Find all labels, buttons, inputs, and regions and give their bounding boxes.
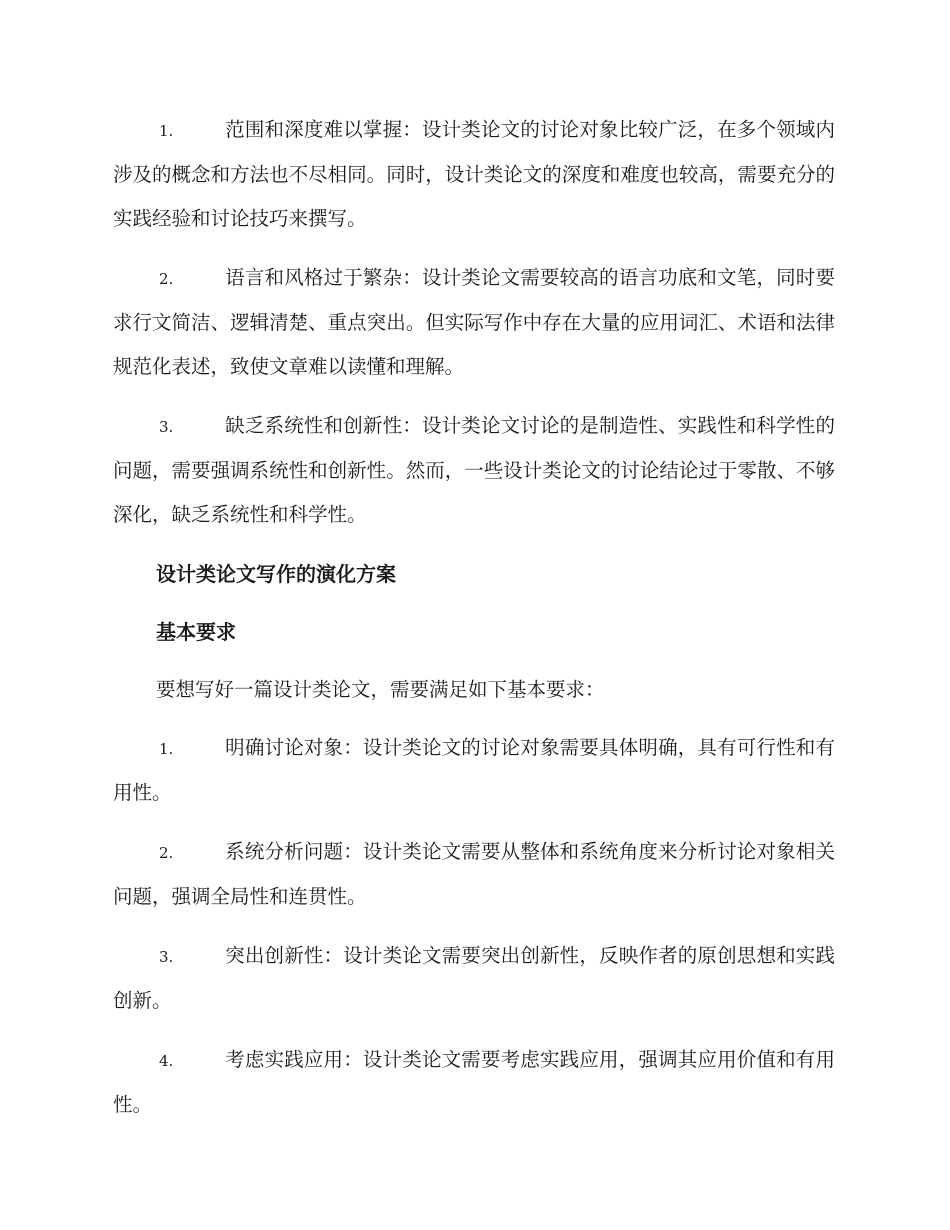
list-text: 缺乏系统性和创新性：设计类论文讨论的是制造性、实践性和科学性的问题，需要强调系统性和创新性。然而，一些设计类论文的讨论结论过于零散、不够深化，缺乏系统性和科学性。 xyxy=(113,414,835,526)
list-item xyxy=(113,726,835,815)
list-number: 3. xyxy=(159,418,174,436)
list-number: 3. xyxy=(159,948,174,966)
list-number: 1. xyxy=(159,740,174,758)
list-item xyxy=(113,108,835,241)
list-number: 4. xyxy=(159,1052,174,1070)
list-text: 系统分析问题：设计类论文需要从整体和系统角度来分析讨论对象相关问题，强调全局性和连贯性。 xyxy=(113,840,835,908)
list-number: 2. xyxy=(159,270,174,288)
list-item xyxy=(113,1038,835,1127)
intro-paragraph: 要想写好一篇设计类论文，需要满足如下基本要求： xyxy=(156,678,605,701)
document-page xyxy=(113,108,835,1142)
list-item xyxy=(113,404,835,537)
list-text: 明确讨论对象：设计类论文的讨论对象需要具体明确，具有可行性和有用性。 xyxy=(113,736,835,804)
list-item xyxy=(113,830,835,919)
list-item xyxy=(113,256,835,389)
section-heading: 设计类论文写作的演化方案 xyxy=(156,562,396,586)
list-text: 考虑实践应用：设计类论文需要考虑实践应用，强调其应用价值和有用性。 xyxy=(113,1048,835,1116)
list-number: 2. xyxy=(159,844,174,862)
list-text: 范围和深度难以掌握：设计类论文的讨论对象比较广泛，在多个领域内涉及的概念和方法也不尽相同。同时，设计类论文的深度和难度也较高，需要充分的实践经验和讨论技巧来撰写。 xyxy=(113,118,835,230)
list-text: 突出创新性：设计类论文需要突出创新性，反映作者的原创思想和实践创新。 xyxy=(113,944,835,1012)
subsection-heading: 基本要求 xyxy=(156,620,236,644)
list-number: 1. xyxy=(159,122,174,140)
list-text: 语言和风格过于繁杂：设计类论文需要较高的语言功底和文笔，同时要求行文简洁、逻辑清楚、重点突出。但实际写作中存在大量的应用词汇、术语和法律规范化表述，致使文章难以读懂和理解。 xyxy=(113,266,835,378)
list-item xyxy=(113,934,835,1023)
